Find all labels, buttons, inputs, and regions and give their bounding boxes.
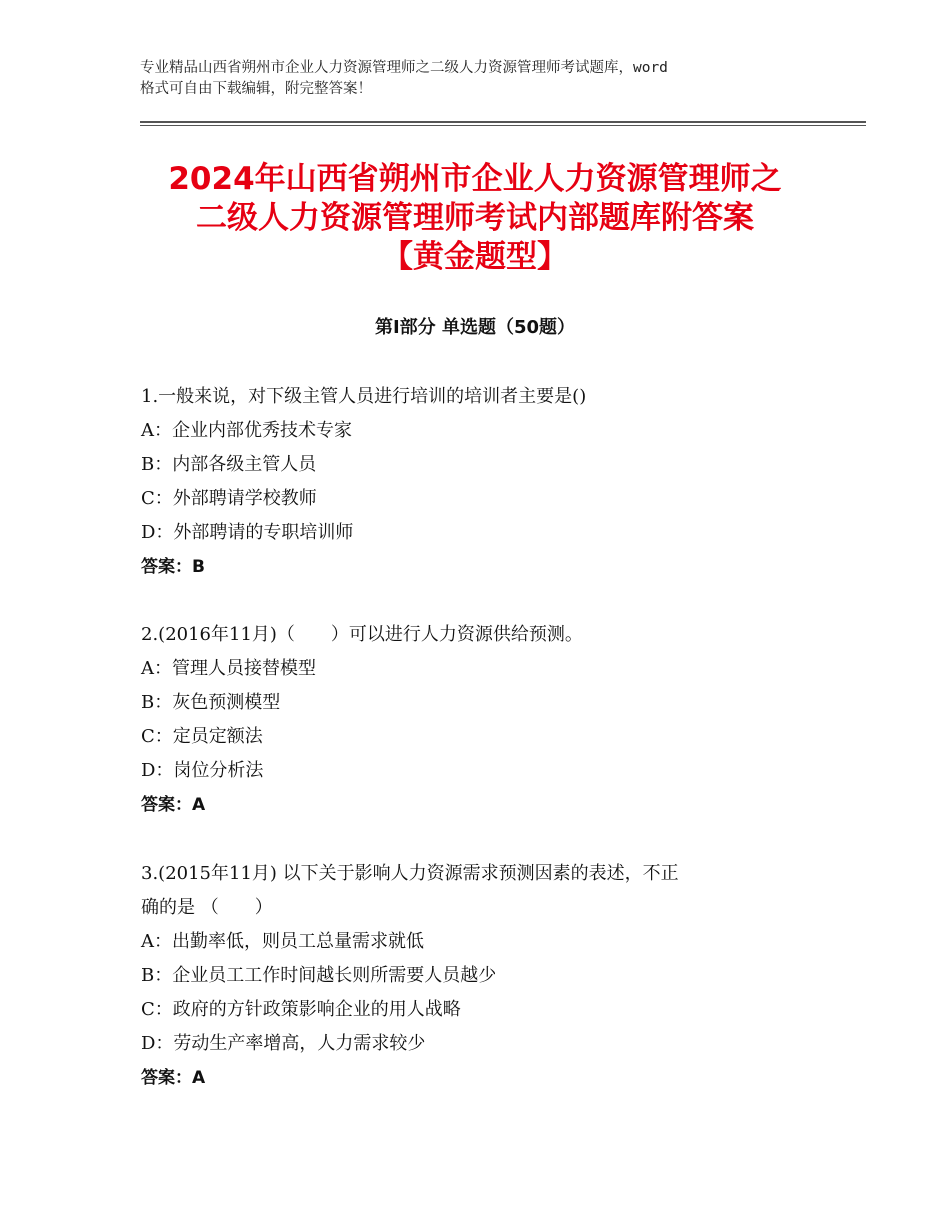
question-stem: 3.(2015年11月) 以下关于影响人力资源需求预测因素的表述，不正 — [141, 863, 679, 884]
document-title-line: 二级人力资源管理师考试内部题库附答案 — [196, 200, 754, 236]
option-b: B：内部各级主管人员 — [141, 454, 317, 475]
header-note — [140, 58, 820, 100]
answer: 答案：A — [141, 795, 206, 815]
option-d: D：外部聘请的专职培训师 — [141, 522, 354, 543]
question-1 — [141, 380, 821, 584]
document-title-line: 【黄金题型】 — [382, 239, 568, 275]
option-a: A：企业内部优秀技术专家 — [141, 420, 352, 441]
question-stem: 1.一般来说，对下级主管人员进行培训的培训者主要是() — [141, 386, 587, 407]
option-a: A：管理人员接替模型 — [141, 658, 316, 679]
option-b: B：灰色预测模型 — [141, 692, 281, 713]
option-c: C：定员定额法 — [141, 726, 263, 747]
header-divider — [140, 121, 866, 123]
answer: 答案：B — [141, 557, 205, 577]
header-note-line: 格式可自由下载编辑，附完整答案！ — [140, 81, 372, 97]
answer: 答案：A — [141, 1068, 206, 1088]
question-2 — [141, 618, 821, 822]
section-title: 第Ⅰ部分 单选题（50题） — [374, 317, 575, 338]
document-title-line: 2024年山西省朔州市企业人力资源管理师之 — [168, 161, 782, 197]
document-title — [100, 160, 850, 277]
header-note-line: 专业精品山西省朔州市企业人力资源管理师之二级人力资源管理师考试题库，word — [140, 60, 668, 76]
header-divider-thin — [140, 125, 866, 126]
option-b: B：企业员工工作时间越长则所需要人员越少 — [141, 965, 497, 986]
option-d: D：岗位分析法 — [141, 760, 264, 781]
option-d: D：劳动生产率增高，人力需求较少 — [141, 1033, 426, 1054]
option-a: A：出勤率低，则员工总量需求就低 — [141, 931, 424, 952]
question-stem: 2.(2016年11月)（ ）可以进行人力资源供给预测。 — [141, 624, 583, 645]
option-c: C：外部聘请学校教师 — [141, 488, 317, 509]
option-c: C：政府的方针政策影响企业的用人战略 — [141, 999, 461, 1020]
question-stem-continued: 确的是 （ ） — [141, 897, 273, 918]
question-3 — [141, 857, 821, 1095]
